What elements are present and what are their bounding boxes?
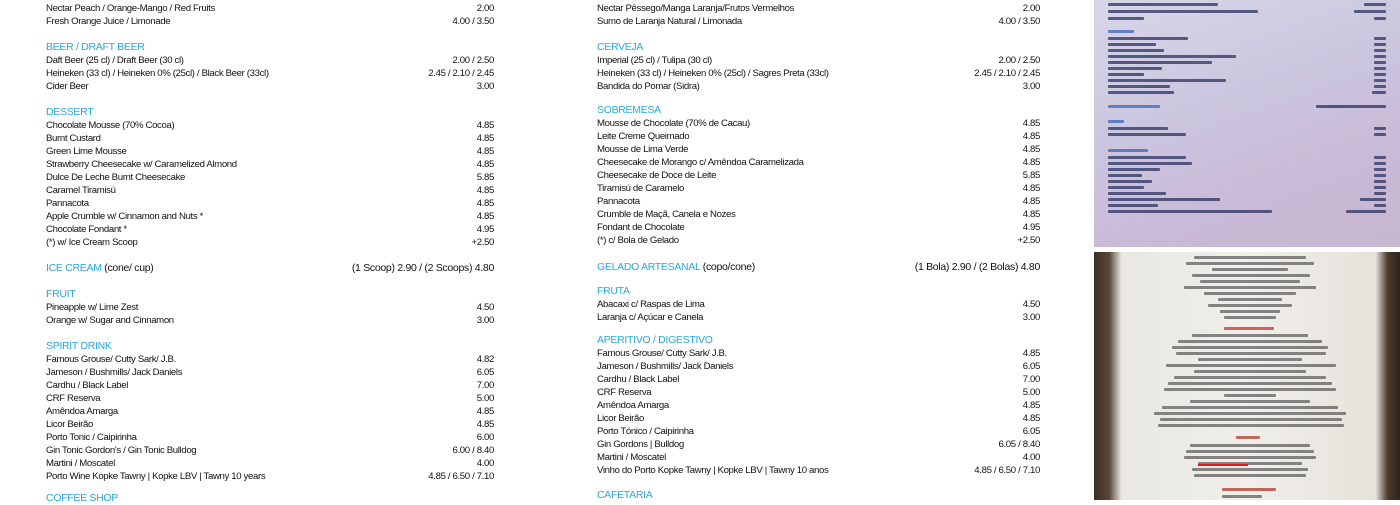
section-title: CERVEJA <box>597 41 644 53</box>
item-name: Imperial (25 cl) / Tulipa (30 cl) <box>597 55 712 66</box>
item-name: Nectar Pêssego/Manga Laranja/Frutos Vermelhos <box>597 3 795 14</box>
photo-text-line <box>1354 10 1386 13</box>
photo-text-line <box>1220 310 1280 313</box>
menu-item <box>46 54 494 67</box>
photo-text-line <box>1108 73 1144 76</box>
dessert-section <box>46 106 494 249</box>
item-price: 4.85 <box>476 406 494 417</box>
item-price: 4.00 / 3.50 <box>998 16 1040 27</box>
photo-section-title <box>1108 105 1160 108</box>
photo-text-line <box>1374 73 1386 76</box>
menu-item <box>46 171 494 184</box>
item-price: 6.05 / 8.40 <box>998 439 1040 450</box>
menu-item <box>597 80 1040 93</box>
menu-item <box>597 54 1040 67</box>
photo-text-line <box>1158 424 1344 427</box>
photo-text-line <box>1108 186 1144 189</box>
item-name: Pannacota <box>46 198 89 209</box>
photo-text-line <box>1184 286 1316 289</box>
item-price: 2.00 / 2.50 <box>998 55 1040 66</box>
item-name: Sumo de Laranja Natural / Limonada <box>597 16 742 27</box>
photo-text-line <box>1108 3 1218 6</box>
spirit-section <box>46 340 494 483</box>
photo-text-line <box>1374 49 1386 52</box>
item-name: Licor Beirão <box>46 419 93 430</box>
photo-text-line <box>1374 37 1386 40</box>
item-name: Amêndoa Amarga <box>46 406 118 417</box>
item-price: 5.85 <box>476 172 494 183</box>
photo-text-line <box>1194 370 1306 373</box>
photo-text-line <box>1176 352 1326 355</box>
menu-item <box>46 2 494 15</box>
item-name: Martini / Moscatel <box>597 452 666 463</box>
photo-text-line <box>1108 180 1152 183</box>
item-name: Porto Tónico / Caipirinha <box>597 426 694 437</box>
photo-text-line <box>1108 127 1168 130</box>
item-name: Cardhu / Black Label <box>597 374 680 385</box>
photo-text-line <box>1374 55 1386 58</box>
item-price: 4.95 <box>1022 222 1040 233</box>
photo-section-title <box>1222 488 1276 491</box>
photo-text-line <box>1166 364 1336 367</box>
item-price: 6.05 <box>476 367 494 378</box>
item-name: Bandida do Pomar (Sidra) <box>597 81 700 92</box>
photo-text-line <box>1108 198 1220 201</box>
menu-item <box>597 311 1040 324</box>
photo-text-line <box>1108 204 1158 207</box>
item-price: 4.85 <box>1022 400 1040 411</box>
item-price: 4.85 <box>476 146 494 157</box>
item-price: +2.50 <box>471 237 494 248</box>
icecream-price: (1 Bola) 2.90 / (2 Bolas) 4.80 <box>914 261 1040 273</box>
menu-item <box>46 223 494 236</box>
juice-section <box>46 2 494 28</box>
item-price: 4.95 <box>476 224 494 235</box>
photo-text-line <box>1162 406 1338 409</box>
photo-section-title <box>1236 436 1260 439</box>
photo-text-line <box>1374 67 1386 70</box>
photo-text-line <box>1198 358 1302 361</box>
item-name: Tiramisú de Caramelo <box>597 183 685 194</box>
item-name: (*) c/ Bola de Gelado <box>597 235 679 246</box>
photo-text-line <box>1224 394 1276 397</box>
menu-item <box>597 2 1040 15</box>
item-price: 2.00 / 2.50 <box>452 55 494 66</box>
photo-text-line <box>1374 162 1386 165</box>
item-name: Pineapple w/ Lime Zest <box>46 302 139 313</box>
menu-photo-main-courses <box>1094 252 1400 500</box>
photo-text-line <box>1192 468 1308 471</box>
menu-item <box>597 130 1040 143</box>
photo-text-line <box>1194 256 1306 259</box>
menu-item <box>597 438 1040 451</box>
item-name: Famous Grouse/ Cutty Sark/ J.B. <box>46 354 176 365</box>
item-price: 4.85 / 6.50 / 7.10 <box>428 471 494 482</box>
item-price: 4.00 <box>1022 452 1040 463</box>
menu-item <box>597 451 1040 464</box>
item-price: 4.00 <box>476 458 494 469</box>
dessert-section <box>597 104 1040 247</box>
menu-item <box>46 353 494 366</box>
menu-item <box>46 405 494 418</box>
photo-section-title <box>1108 120 1124 123</box>
item-price: 3.00 <box>1022 312 1040 323</box>
photo-text-line <box>1374 192 1386 195</box>
photo-text-line <box>1200 280 1300 283</box>
beer-section <box>46 41 494 93</box>
coffee-section <box>46 492 494 505</box>
item-price: 3.00 <box>476 81 494 92</box>
item-name: Vinho do Porto Kopke Tawny | Kopke LBV | Tawny 10 anos <box>597 465 829 476</box>
item-price: 4.00 / 3.50 <box>452 16 494 27</box>
section-title: FRUIT <box>46 288 76 300</box>
item-name: CRF Reserva <box>597 387 652 398</box>
item-price: 4.85 <box>476 120 494 131</box>
item-name: Strawberry Cheesecake w/ Caramelized Almond <box>46 159 237 170</box>
photo-text-line <box>1160 418 1342 421</box>
item-price: 3.00 <box>476 315 494 326</box>
photo-text-line <box>1108 37 1188 40</box>
menu-item <box>46 314 494 327</box>
menu-item <box>46 197 494 210</box>
icecream-title: ICE CREAM <box>46 262 102 274</box>
menu-item <box>46 145 494 158</box>
menu-item <box>46 431 494 444</box>
item-name: Pannacota <box>597 196 640 207</box>
item-price: 7.00 <box>476 380 494 391</box>
photo-text-line <box>1186 262 1314 265</box>
item-name: (*) w/ Ice Cream Scoop <box>46 237 138 248</box>
item-name: Jameson / Bushmills/ Jack Daniels <box>597 361 734 372</box>
photo-text-line <box>1154 412 1346 415</box>
item-name: Martini / Moscatel <box>46 458 115 469</box>
photo-text-line <box>1108 192 1166 195</box>
photo-section-title <box>1224 327 1274 330</box>
photo-text-line <box>1374 85 1386 88</box>
photo-text-line <box>1108 17 1144 20</box>
menu-item <box>46 418 494 431</box>
item-price: 4.85 <box>476 198 494 209</box>
photo-text-line <box>1192 274 1310 277</box>
item-price: 5.00 <box>476 393 494 404</box>
photo-text-line <box>1164 388 1336 391</box>
item-price: 4.50 <box>1022 299 1040 310</box>
item-price: +2.50 <box>1017 235 1040 246</box>
photo-text-line <box>1222 495 1262 498</box>
photo-section-title <box>1108 149 1148 152</box>
photo-text-line <box>1374 174 1386 177</box>
photo-text-line <box>1178 340 1322 343</box>
photo-text-line <box>1364 3 1386 6</box>
item-price: 4.85 <box>476 159 494 170</box>
item-name: Famous Grouse/ Cutty Sark/ J.B. <box>597 348 727 359</box>
menu-item <box>46 392 494 405</box>
menu-item <box>597 67 1040 80</box>
fruit-section <box>597 285 1040 324</box>
photo-text-line <box>1212 268 1288 271</box>
menu-item <box>597 143 1040 156</box>
photo-text-line <box>1316 105 1386 108</box>
photo-text-line <box>1174 376 1326 379</box>
item-name: Green Lime Mousse <box>46 146 127 157</box>
photo-text-line <box>1108 91 1174 94</box>
item-name: Cheesecake de Morango c/ Amêndoa Caramelizada <box>597 157 804 168</box>
item-name: Cider Beer <box>46 81 89 92</box>
item-name: Porto Wine Kopke Tawny | Kopke LBV | Tawny 10 years <box>46 471 266 482</box>
section-title: BEER / DRAFT BEER <box>46 41 145 53</box>
item-price: 4.85 <box>476 211 494 222</box>
item-price: 4.85 <box>476 185 494 196</box>
item-price: 4.85 <box>1022 118 1040 129</box>
item-name: Amêndoa Amarga <box>597 400 669 411</box>
menu-item <box>597 156 1040 169</box>
item-name: Caramel Tiramisú <box>46 185 116 196</box>
item-price: 4.85 <box>1022 144 1040 155</box>
item-price: 4.85 <box>1022 209 1040 220</box>
item-price: 2.45 / 2.10 / 2.45 <box>428 68 494 79</box>
section-title: FRUTA <box>597 285 630 297</box>
menu-item <box>597 412 1040 425</box>
item-price: 6.00 / 8.40 <box>452 445 494 456</box>
item-price: 2.00 <box>1022 3 1040 14</box>
menu-item <box>46 184 494 197</box>
menu-item <box>597 298 1040 311</box>
spirit-section <box>597 334 1040 477</box>
item-price: 6.05 <box>1022 361 1040 372</box>
photo-text-line <box>1374 204 1386 207</box>
item-name: Burnt Custard <box>46 133 101 144</box>
photo-text-line <box>1186 450 1314 453</box>
photo-text-line <box>1374 127 1386 130</box>
item-name: Nectar Peach / Orange-Mango / Red Fruits <box>46 3 215 14</box>
photo-text-line <box>1190 400 1310 403</box>
item-name: Leite Creme Queimado <box>597 131 690 142</box>
item-name: Chocolate Mousse (70% Cocoa) <box>46 120 175 131</box>
icecream-price: (1 Scoop) 2.90 / (2 Scoops) 4.80 <box>351 262 494 274</box>
menu-item <box>46 366 494 379</box>
item-name: Fresh Orange Juice / Limonade <box>46 16 171 27</box>
item-price: 4.85 <box>1022 348 1040 359</box>
juice-section <box>597 2 1040 28</box>
menu-item <box>597 195 1040 208</box>
item-price: 4.85 <box>1022 157 1040 168</box>
photo-text-line <box>1374 43 1386 46</box>
icecream-suffix: (copo/cone) <box>700 261 755 273</box>
item-price: 4.85 / 6.50 / 7.10 <box>974 465 1040 476</box>
photo-text-line <box>1108 79 1226 82</box>
photo-text-line <box>1374 61 1386 64</box>
section-title: SPIRIT DRINK <box>46 340 112 352</box>
item-price: 6.00 <box>476 432 494 443</box>
item-price: 4.85 <box>1022 183 1040 194</box>
menu-item <box>597 117 1040 130</box>
photo-text-line <box>1108 10 1258 13</box>
handwritten-strikethrough <box>1198 464 1248 466</box>
item-price: 5.85 <box>1022 170 1040 181</box>
menu-photo-dessert <box>1094 0 1400 247</box>
photo-section-title <box>1108 30 1134 33</box>
photo-text-line <box>1374 156 1386 159</box>
menu-item <box>597 425 1040 438</box>
photo-text-line <box>1192 334 1308 337</box>
menu-item <box>46 80 494 93</box>
item-name: Licor Beirão <box>597 413 644 424</box>
menu-item <box>46 301 494 314</box>
menu-item <box>46 15 494 28</box>
item-name: Dulce De Leche Burnt Cheesecake <box>46 172 186 183</box>
photo-text-line <box>1224 316 1276 319</box>
photo-text-line <box>1172 346 1328 349</box>
photo-text-line <box>1360 198 1386 201</box>
menu-item <box>597 182 1040 195</box>
photo-text-line <box>1108 168 1160 171</box>
photo-text-line <box>1346 210 1386 213</box>
cafetaria-section <box>597 489 1040 502</box>
menu-item <box>46 470 494 483</box>
menu-item <box>597 234 1040 247</box>
icecream-section <box>597 261 1040 274</box>
menu-item <box>597 169 1040 182</box>
menu-item <box>46 119 494 132</box>
menu-item <box>597 208 1040 221</box>
photo-text-line <box>1374 186 1386 189</box>
photo-text-line <box>1372 91 1386 94</box>
item-name: Abacaxi c/ Raspas de Lima <box>597 299 705 310</box>
section-title: SOBREMESA <box>597 104 661 116</box>
photo-text-line <box>1168 382 1332 385</box>
item-price: 5.00 <box>1022 387 1040 398</box>
item-name: Orange w/ Sugar and Cinnamon <box>46 315 174 326</box>
item-name: Laranja c/ Açúcar e Canela <box>597 312 704 323</box>
menu-item <box>597 360 1040 373</box>
photo-text-line <box>1108 174 1142 177</box>
photo-text-line <box>1194 474 1306 477</box>
fruit-section <box>46 288 494 327</box>
photo-text-line <box>1108 156 1186 159</box>
section-title <box>597 261 1040 274</box>
item-name: Fondant de Chocolate <box>597 222 685 233</box>
item-name: Heineken (33 cl) / Heineken 0% (25cl) / Black Beer (33cl) <box>46 68 269 79</box>
item-name: Heineken (33 cl) / Heineken 0% (25cl) / Sagres Preta (33cl) <box>597 68 829 79</box>
menu-item <box>46 379 494 392</box>
item-price: 4.85 <box>1022 131 1040 142</box>
menu-item <box>597 15 1040 28</box>
menu-item <box>46 67 494 80</box>
photo-text-line <box>1108 55 1236 58</box>
section-title <box>46 262 494 275</box>
item-price: 3.00 <box>1022 81 1040 92</box>
photo-text-line <box>1108 85 1170 88</box>
icecream-title: GELADO ARTESANAL <box>597 261 701 273</box>
photo-text-line <box>1208 304 1292 307</box>
item-price: 6.05 <box>1022 426 1040 437</box>
photo-text-line <box>1374 168 1386 171</box>
photo-text-line <box>1374 133 1386 136</box>
item-name: Apple Crumble w/ Cinnamon and Nuts * <box>46 211 203 222</box>
item-price: 4.82 <box>476 354 494 365</box>
item-price: 2.45 / 2.10 / 2.45 <box>974 68 1040 79</box>
item-price: 4.85 <box>1022 413 1040 424</box>
menu-item <box>597 386 1040 399</box>
item-name: Mousse de Chocolate (70% de Cacau) <box>597 118 750 129</box>
photo-text-line <box>1218 298 1282 301</box>
section-title: APERITIVO / DIGESTIVO <box>597 334 713 346</box>
photo-text-line <box>1184 456 1316 459</box>
section-title: CAFETARIA <box>597 489 653 501</box>
photo-text-line <box>1374 17 1386 20</box>
photo-text-line <box>1108 133 1186 136</box>
menu-item <box>46 457 494 470</box>
menu-item <box>46 444 494 457</box>
menu-item <box>597 464 1040 477</box>
menu-item <box>597 221 1040 234</box>
menu-item <box>46 236 494 249</box>
menu-item <box>46 132 494 145</box>
photo-text-line <box>1108 67 1162 70</box>
section-title: COFFEE SHOP <box>46 492 118 504</box>
menu-item <box>46 158 494 171</box>
photo-text-line <box>1204 292 1296 295</box>
menu-item <box>597 399 1040 412</box>
item-name: Jameson / Bushmills/ Jack Daniels <box>46 367 183 378</box>
photo-text-line <box>1108 49 1164 52</box>
photo-ink-layer <box>1108 0 1386 247</box>
photo-text-line <box>1108 210 1272 213</box>
item-name: Gin Gordons | Bulldog <box>597 439 684 450</box>
item-name: Cheesecake de Doce de Leite <box>597 170 717 181</box>
photo-text-line <box>1374 79 1386 82</box>
menu-item <box>597 373 1040 386</box>
item-price: 4.50 <box>476 302 494 313</box>
photo-text-line <box>1108 162 1192 165</box>
section-title: DESSERT <box>46 106 94 118</box>
item-name: CRF Reserva <box>46 393 101 404</box>
photo-text-line <box>1108 61 1212 64</box>
item-name: Cardhu / Black Label <box>46 380 129 391</box>
item-price: 2.00 <box>476 3 494 14</box>
item-name: Gin Tonic Gordon's / Gin Tonic Bulldog <box>46 445 197 456</box>
item-name: Daft Beer (25 cl) / Draft Beer (30 cl) <box>46 55 184 66</box>
item-price: 7.00 <box>1022 374 1040 385</box>
photo-text-line <box>1190 444 1310 447</box>
item-price: 4.85 <box>476 419 494 430</box>
icecream-suffix: (cone/ cup) <box>101 262 154 274</box>
item-name: Mousse de Lima Verde <box>597 144 689 155</box>
item-price: 4.85 <box>476 133 494 144</box>
item-price: 4.85 <box>1022 196 1040 207</box>
icecream-section <box>46 262 494 275</box>
photo-text-line <box>1374 180 1386 183</box>
item-name: Chocolate Fondant * <box>46 224 127 235</box>
menu-item <box>46 210 494 223</box>
menu-item <box>597 347 1040 360</box>
beer-section <box>597 41 1040 93</box>
item-name: Porto Tonic / Caipirinha <box>46 432 137 443</box>
item-name: Crumble de Maçã, Canela e Nozes <box>597 209 736 220</box>
photo-text-line <box>1108 43 1156 46</box>
